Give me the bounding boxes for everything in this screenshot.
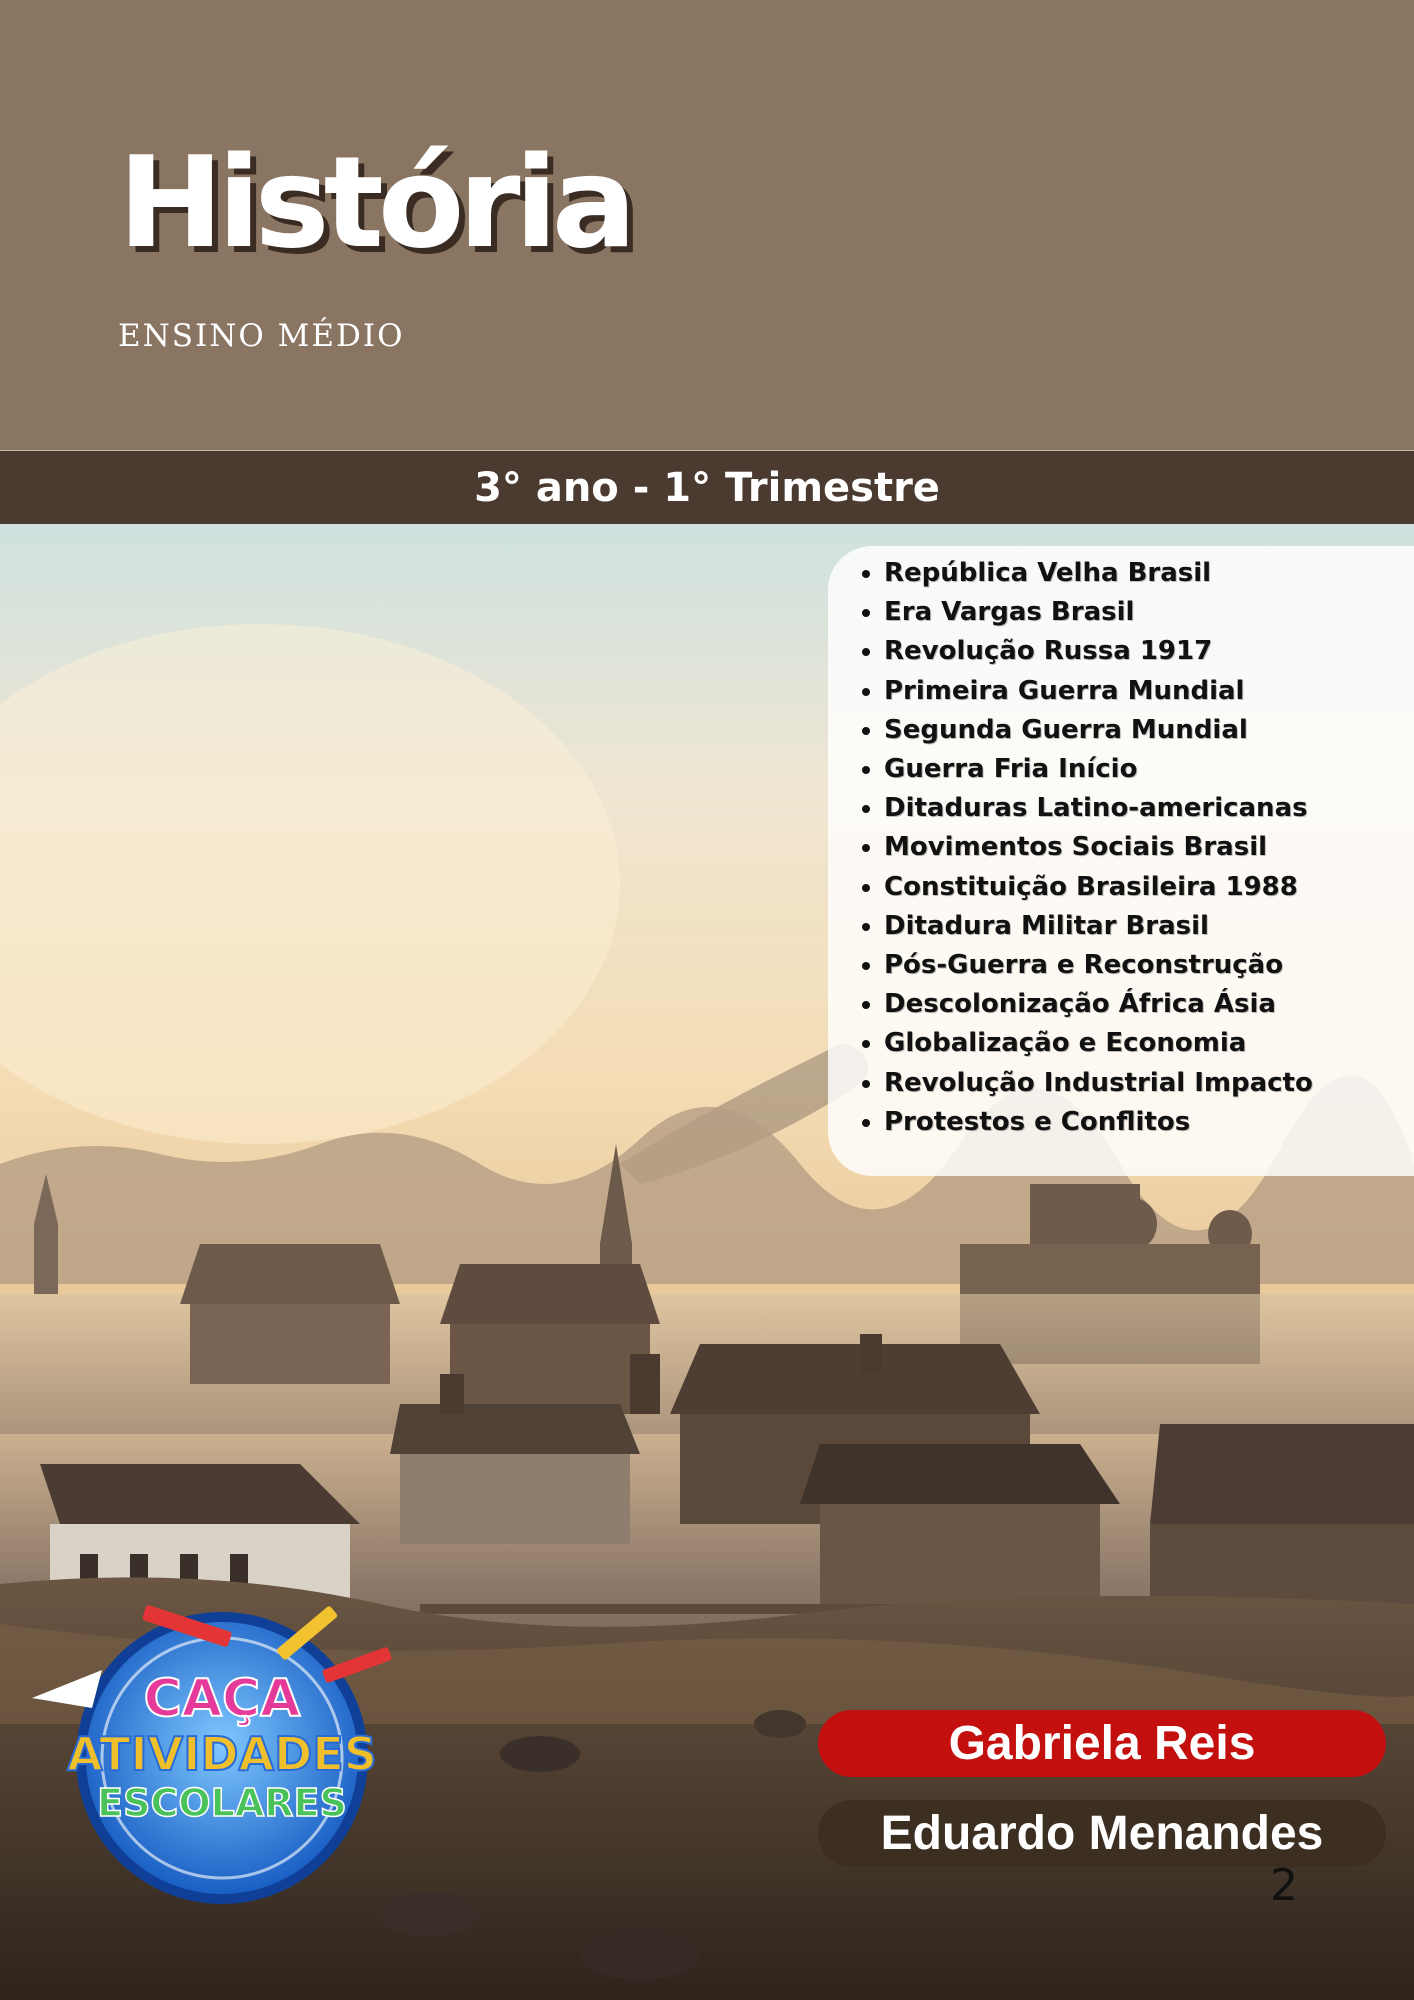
author-badge-first bbox=[818, 1710, 1386, 1777]
header bbox=[0, 0, 1414, 450]
topics-panel bbox=[828, 546, 1414, 1176]
topic-item: • Ditadura Militar Brasil bbox=[884, 907, 1414, 946]
topic-item: • Globalização e Economia bbox=[884, 1024, 1414, 1063]
page-title: História bbox=[118, 129, 631, 276]
author-badge-second bbox=[818, 1800, 1386, 1867]
topic-item: • Segunda Guerra Mundial bbox=[884, 711, 1414, 750]
author-name-second: Eduardo Menandes bbox=[880, 1807, 1324, 1860]
logo bbox=[32, 1598, 422, 1908]
topic-item: • Constituição Brasileira 1988 bbox=[884, 868, 1414, 907]
logo-line3: ESCOLARES bbox=[97, 1781, 347, 1825]
topic-item: • Era Vargas Brasil bbox=[884, 593, 1414, 632]
logo-line2: ATIVIDADES bbox=[67, 1727, 377, 1781]
subtitle: ENSINO MÉDIO bbox=[118, 318, 405, 354]
grade-label: 3° ano - 1° Trimestre bbox=[474, 464, 940, 511]
author-name-first: Gabriela Reis bbox=[948, 1717, 1256, 1770]
page-number: 2 bbox=[1270, 1860, 1298, 1911]
topic-item: • Movimentos Sociais Brasil bbox=[884, 828, 1414, 867]
grade-band bbox=[0, 450, 1414, 524]
topic-item: • Primeira Guerra Mundial bbox=[884, 672, 1414, 711]
topic-item: • Pós-Guerra e Reconstrução bbox=[884, 946, 1414, 985]
topic-item: • Revolução Russa 1917 bbox=[884, 632, 1414, 671]
topic-item: • Descolonização África Ásia bbox=[884, 985, 1414, 1024]
logo-line1: CAÇA bbox=[143, 1669, 301, 1729]
topics-list bbox=[884, 554, 1414, 1142]
topic-item: • República Velha Brasil bbox=[884, 554, 1414, 593]
topic-item: • Protestos e Conflitos bbox=[884, 1103, 1414, 1142]
topic-item: • Ditaduras Latino-americanas bbox=[884, 789, 1414, 828]
topic-item: • Revolução Industrial Impacto bbox=[884, 1064, 1414, 1103]
topic-item: • Guerra Fria Início bbox=[884, 750, 1414, 789]
